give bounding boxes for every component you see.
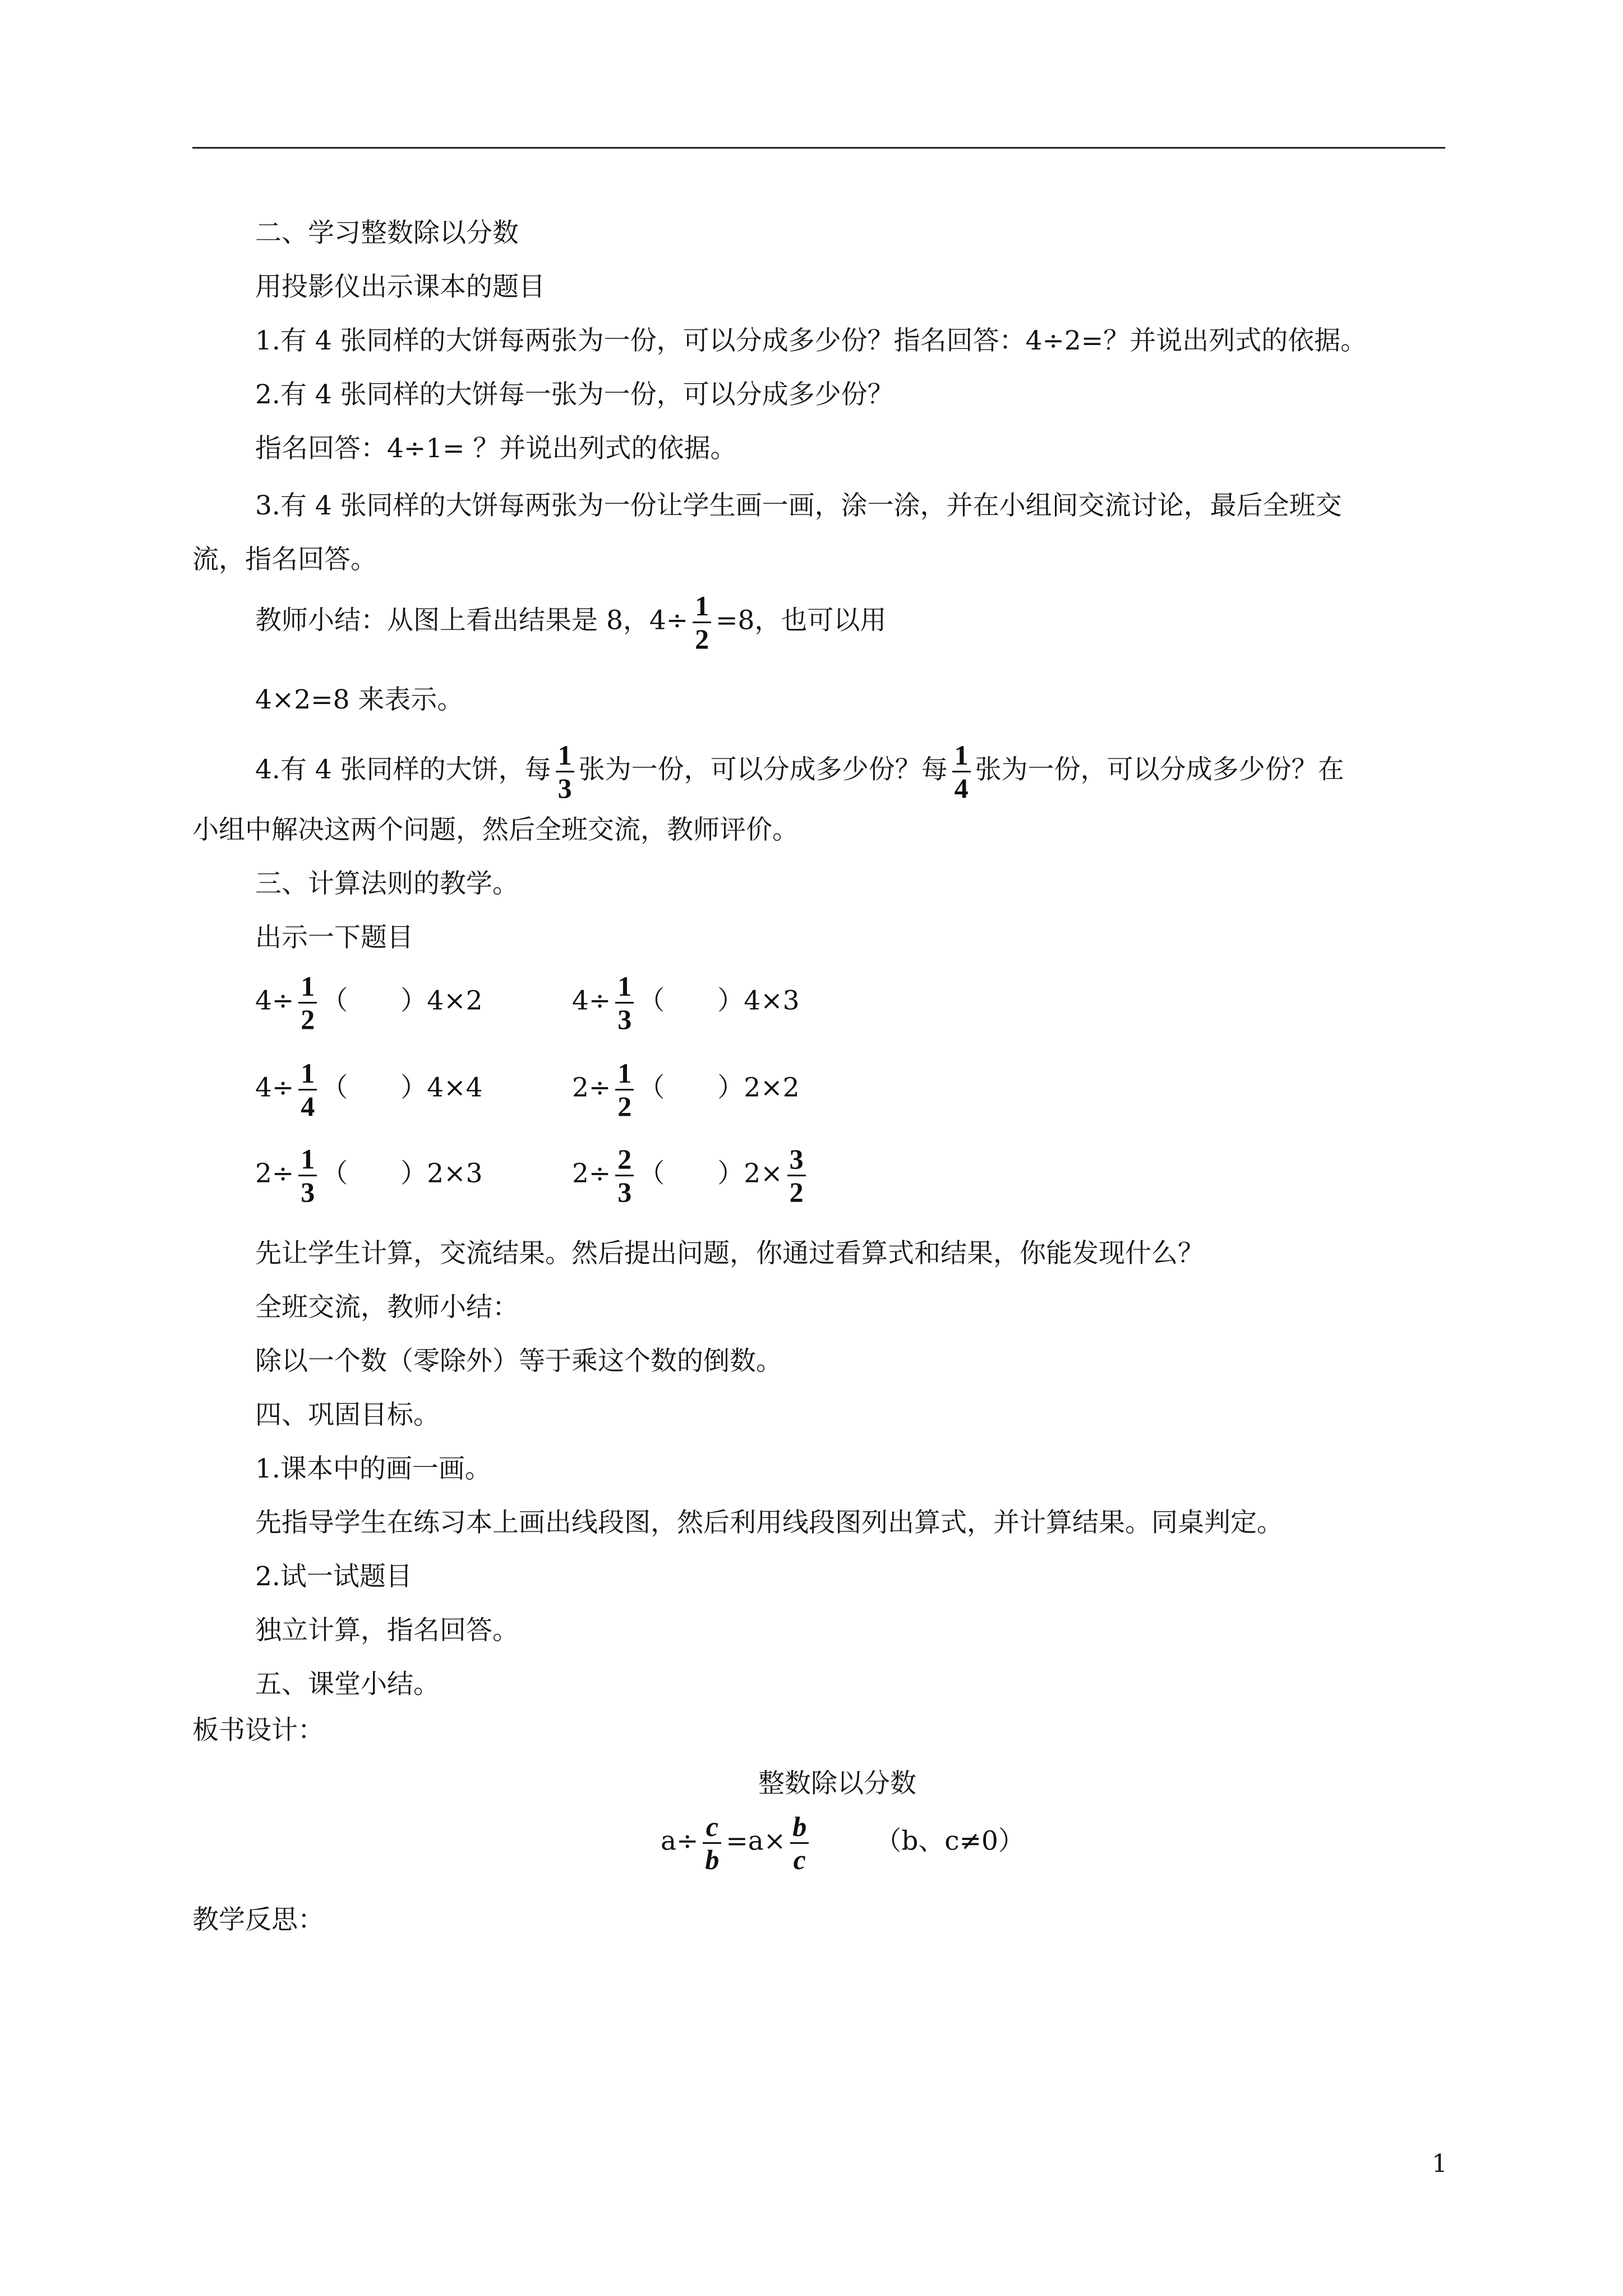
section3-heading: 三、计算法则的教学。 bbox=[255, 868, 519, 899]
section4-heading: 四、巩固目标。 bbox=[255, 1400, 440, 1430]
division-rule: 除以一个数（零除外）等于乘这个数的倒数。 bbox=[255, 1346, 782, 1377]
exercise-6: 2÷ $\frac{2}{3}$ （ ）2× $\frac{3}{2}$ bbox=[572, 1143, 810, 1208]
header-rule bbox=[192, 147, 1445, 149]
page-number: 1 bbox=[1432, 2150, 1447, 2178]
section2-intro: 用投影仪出示课本的题目 bbox=[255, 272, 545, 302]
section3-prompt: 先让学生计算，交流结果。然后提出问题，你通过看算式和结果，你能发现什么？ bbox=[255, 1238, 1204, 1269]
teacher-summary-text-a: 教师小结：从图上看出结果是 8，4÷ bbox=[255, 605, 689, 636]
question-4: 4.有 4 张同样的大饼，每 $\frac{1}{3}$ 张为一份，可以分成多少份？每 $\frac{1}{4}$ 张为一份，可以分成多少份？在 bbox=[255, 739, 1344, 804]
fraction-one-half: $\frac{1}{2}$ bbox=[693, 590, 711, 655]
class-summary: 全班交流，教师小结： bbox=[255, 1292, 519, 1323]
formula-condition: （b、c≠0） bbox=[875, 1825, 1025, 1857]
fraction-c-over-b: $\frac{c}{b}$ bbox=[703, 1811, 721, 1875]
fraction-b-over-c: $\frac{b}{c}$ bbox=[790, 1811, 809, 1875]
teacher-summary-text-b: =8，也可以用 bbox=[716, 605, 887, 636]
section3-intro: 出示一下题目 bbox=[255, 922, 413, 953]
section4-item1-detail: 先指导学生在练习本上画出线段图，然后利用线段图列出算式，并计算结果。同桌判定。 bbox=[255, 1507, 1283, 1538]
question-3-line2: 流，指名回答。 bbox=[192, 544, 377, 575]
question-2: 2.有 4 张同样的大饼每一张为一份，可以分成多少份？ bbox=[255, 379, 894, 410]
section4-item2-detail: 独立计算，指名回答。 bbox=[255, 1615, 519, 1646]
teacher-summary-line2: 4×2=8 来表示。 bbox=[255, 684, 464, 715]
question-4-line2: 小组中解决这两个问题，然后全班交流，教师评价。 bbox=[192, 815, 799, 845]
fraction-one-third: $\frac{1}{3}$ bbox=[556, 739, 574, 804]
section4-item2: 2.试一试题目 bbox=[255, 1561, 412, 1592]
section4-item1: 1.课本中的画一画。 bbox=[255, 1453, 491, 1484]
section2-heading: 二、学习整数除以分数 bbox=[255, 218, 519, 249]
board-formula: a÷ $\frac{c}{b}$ =a× $\frac{b}{c}$ （b、c≠0） bbox=[661, 1811, 1025, 1875]
fraction-one-quarter: $\frac{1}{4}$ bbox=[952, 739, 971, 804]
question-1: 1.有 4 张同样的大饼每两张为一份，可以分成多少份？指名回答：4÷2=？并说出列式的依据。 bbox=[255, 325, 1367, 356]
exercise-1: 4÷ $\frac{1}{2}$ （ ）4×2 bbox=[255, 970, 483, 1035]
exercise-5: 2÷ $\frac{1}{3}$ （ ）2×3 bbox=[255, 1143, 483, 1208]
exercise-3: 4÷ $\frac{1}{4}$ （ ）4×4 bbox=[255, 1057, 483, 1122]
teacher-summary bbox=[255, 590, 886, 655]
section5-heading: 五、课堂小结。 bbox=[255, 1669, 440, 1700]
question-3-line1: 3.有 4 张同样的大饼每两张为一份让学生画一画，涂一涂，并在小组间交流讨论，最后全班交 bbox=[255, 490, 1342, 521]
board-title: 整数除以分数 bbox=[758, 1768, 916, 1799]
exercise-4: 2÷ $\frac{1}{2}$ （ ）2×2 bbox=[572, 1057, 800, 1122]
exercise-2: 4÷ $\frac{1}{3}$ （ ）4×3 bbox=[572, 970, 800, 1035]
board-design-label: 板书设计： bbox=[192, 1715, 324, 1746]
reflection-label: 教学反思： bbox=[192, 1904, 324, 1935]
question-2-answer: 指名回答：4÷1= ？并说出列式的依据。 bbox=[255, 433, 737, 464]
